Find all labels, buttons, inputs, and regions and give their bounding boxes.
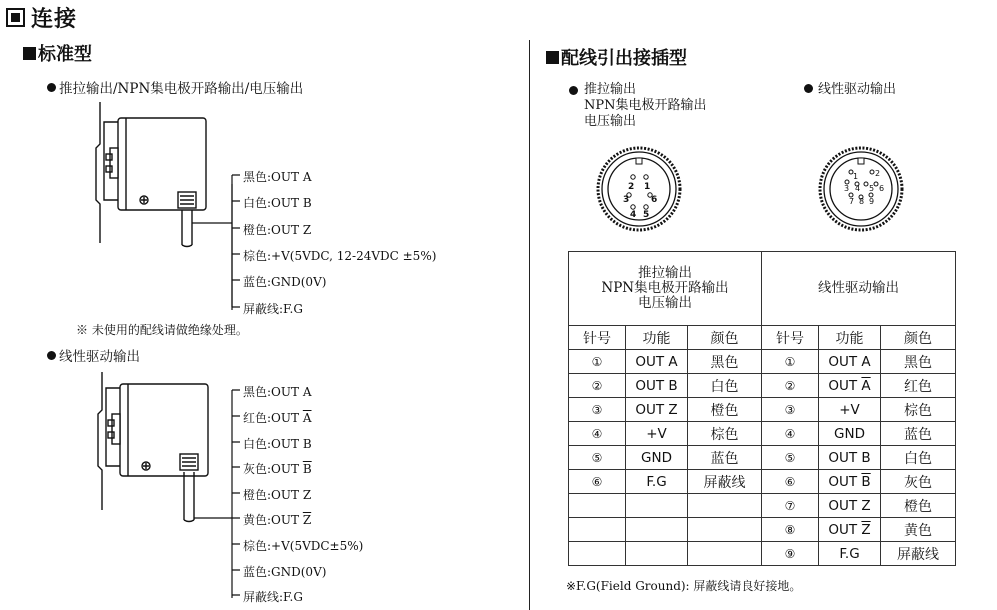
color-cell: 白色 <box>688 374 762 398</box>
bullet-dot-icon <box>47 351 56 360</box>
function-cell: GND <box>626 446 688 470</box>
table-group-header-row <box>569 252 956 326</box>
function-prefix: OUT <box>828 521 862 538</box>
fg-footnote: ※F.G(Field Ground): 屏蔽线请良好接地。 <box>566 579 802 593</box>
pin-number-cell: ⑦ <box>762 494 819 518</box>
header-pushpull-line: 电压输出 <box>638 295 692 311</box>
function-cell <box>626 494 688 518</box>
function-signal-inverted: $\overline{Z}$ <box>861 521 871 538</box>
table-column-header-row <box>569 326 956 350</box>
color-cell <box>688 542 762 566</box>
table-row <box>569 350 956 374</box>
color-cell: 蓝色 <box>688 446 762 470</box>
column-header: 功能 <box>819 326 881 350</box>
function-cell: F.G <box>819 542 881 566</box>
wire-label-2 <box>243 383 312 400</box>
function-cell: +V <box>819 398 881 422</box>
header-pushpull-line: 推拉输出 <box>638 265 692 281</box>
pin-number-cell: ⑥ <box>762 470 819 494</box>
table-row <box>569 470 956 494</box>
diagram2-bullet <box>47 345 140 365</box>
wire-label-1: 屏蔽线:F.G <box>243 302 303 316</box>
section-title-connector-text: 配线引出接插型 <box>561 48 687 69</box>
wire-label-2 <box>243 588 303 605</box>
color-cell <box>688 518 762 542</box>
function-cell <box>626 542 688 566</box>
wire-label-2-prefix: 屏蔽线:F.G <box>243 590 303 604</box>
function-cell: OUT A <box>626 350 688 374</box>
encoder-drawing-1 <box>90 100 240 315</box>
pin-number-cell: ① <box>762 350 819 374</box>
svg-text:4: 4 <box>855 184 861 193</box>
wire-label-1: 黑色:OUT A <box>243 170 312 184</box>
pin-number-cell: ③ <box>762 398 819 422</box>
function-cell: OUT A <box>819 350 881 374</box>
connector1-label-line: 推拉输出 <box>584 82 637 97</box>
page-title <box>6 2 77 33</box>
column-header: 颜色 <box>688 326 762 350</box>
pin-table-body <box>569 252 956 566</box>
wire-label-1: 棕色:+V(5VDC, 12-24VDC ±5%) <box>243 249 437 263</box>
svg-text:7: 7 <box>849 197 855 206</box>
wire-label-1: 白色:OUT B <box>243 196 312 210</box>
wire-label-2-prefix: 棕色:+V(5VDC±5%) <box>243 539 364 553</box>
wire-label-2 <box>243 511 311 528</box>
svg-text:3: 3 <box>623 195 630 205</box>
connector1-label-line: 电压输出 <box>584 114 637 129</box>
table-row <box>569 374 956 398</box>
square-bullet-icon <box>546 51 559 64</box>
diagram1-bullet <box>47 77 303 97</box>
pin-number-cell: ⑨ <box>762 542 819 566</box>
connector1-label-lines <box>584 82 707 130</box>
color-cell: 红色 <box>881 374 956 398</box>
connector1-label-line: NPN集电极开路输出 <box>584 98 707 113</box>
wire-ticks-1 <box>230 170 242 315</box>
pin-number-cell: ⑥ <box>569 470 626 494</box>
table-row <box>569 398 956 422</box>
svg-text:1: 1 <box>853 172 859 181</box>
wire-label-1: 橙色:OUT Z <box>243 223 312 237</box>
color-cell: 灰色 <box>881 470 956 494</box>
diagram2-bullet-text: 线性驱动输出 <box>59 349 140 365</box>
wire-label-2 <box>243 460 312 477</box>
pin-number-cell: ② <box>569 374 626 398</box>
wire-label-2-signal: B <box>302 437 312 451</box>
svg-text:4: 4 <box>630 210 637 220</box>
wire-label-2-signal: $\overline{A}$ <box>302 411 312 425</box>
connector2-label <box>804 82 896 98</box>
color-cell: 屏蔽线 <box>881 542 956 566</box>
function-cell: F.G <box>626 470 688 494</box>
wire-label-2-signal: A <box>302 385 312 399</box>
wire-label-2-prefix: 黄色:OUT <box>243 513 303 527</box>
function-cell: GND <box>819 422 881 446</box>
connector2-label-text: 线性驱动输出 <box>818 82 897 97</box>
header-pushpull <box>569 252 762 326</box>
page-title-text: 连接 <box>31 7 78 32</box>
wire-label-2-prefix: 白色:OUT <box>243 437 303 451</box>
section-title-standard <box>23 40 92 66</box>
pin-number-cell <box>569 542 626 566</box>
pin-number-cell: ⑤ <box>762 446 819 470</box>
wire-label-1: 蓝色:GND(0V) <box>243 275 327 289</box>
table-row <box>569 494 956 518</box>
color-cell: 橙色 <box>688 398 762 422</box>
function-cell <box>819 470 881 494</box>
wire-label-2 <box>243 409 312 426</box>
function-prefix: OUT <box>828 377 862 394</box>
svg-text:8: 8 <box>859 197 865 206</box>
function-cell: OUT Z <box>819 494 881 518</box>
color-cell: 蓝色 <box>881 422 956 446</box>
svg-text:6: 6 <box>879 184 885 193</box>
function-cell <box>626 518 688 542</box>
checkbox-square-icon <box>6 8 25 27</box>
function-cell: OUT B <box>626 374 688 398</box>
connector-9pin-icon <box>818 146 904 232</box>
pin-number-cell: ② <box>762 374 819 398</box>
table-row <box>569 422 956 446</box>
wire-label-2-signal: $\overline{Z}$ <box>302 513 312 527</box>
header-linedriver: 线性驱动输出 <box>762 252 956 326</box>
color-cell: 橙色 <box>881 494 956 518</box>
wire-label-2-prefix: 灰色:OUT <box>243 462 303 476</box>
svg-text:2: 2 <box>628 182 635 192</box>
section-title-connector <box>546 44 687 70</box>
wire-label-2-signal: Z <box>302 488 312 502</box>
svg-text:1: 1 <box>644 182 651 192</box>
wire-label-2-prefix: 红色:OUT <box>243 411 303 425</box>
wire-ticks-2 <box>230 385 242 605</box>
color-cell: 屏蔽线 <box>688 470 762 494</box>
pin-number-cell: ④ <box>762 422 819 446</box>
wire-label-2-prefix: 橙色:OUT <box>243 488 303 502</box>
section-title-standard-text: 标准型 <box>38 44 92 65</box>
pin-number-cell: ⑤ <box>569 446 626 470</box>
table-row <box>569 518 956 542</box>
diagram1-bullet-text: 推拉输出/NPN集电极开路输出/电压输出 <box>59 81 304 97</box>
svg-text:5: 5 <box>643 210 650 220</box>
function-cell: OUT Z <box>626 398 688 422</box>
pin-number-cell <box>569 494 626 518</box>
function-signal-inverted: $\overline{A}$ <box>861 377 871 394</box>
wire-label-2 <box>243 486 311 503</box>
unused-wire-note: ※ 未使用的配线请做绝缘处理。 <box>76 323 248 337</box>
column-header: 颜色 <box>881 326 956 350</box>
svg-text:9: 9 <box>869 197 875 206</box>
function-prefix: OUT <box>828 473 862 490</box>
pin-number-cell <box>569 518 626 542</box>
function-signal-inverted: $\overline{B}$ <box>861 473 871 490</box>
column-header: 针号 <box>762 326 819 350</box>
column-header: 功能 <box>626 326 688 350</box>
wire-label-2-prefix: 黑色:OUT <box>243 385 303 399</box>
table-row <box>569 446 956 470</box>
color-cell: 黄色 <box>881 518 956 542</box>
wire-label-2 <box>243 537 363 554</box>
encoder-drawing-2 <box>92 370 242 605</box>
column-divider <box>529 40 530 610</box>
wire-label-2 <box>243 563 326 580</box>
wire-label-2 <box>243 435 312 452</box>
svg-text:5: 5 <box>869 184 875 193</box>
function-cell <box>819 374 881 398</box>
color-cell: 白色 <box>881 446 956 470</box>
square-bullet-icon <box>23 47 36 60</box>
pin-table <box>568 251 956 566</box>
pin-number-cell: ① <box>569 350 626 374</box>
function-cell: +V <box>626 422 688 446</box>
wire-label-2-prefix: 蓝色:GND(0V) <box>243 565 327 579</box>
bullet-dot-icon <box>804 84 813 93</box>
function-cell <box>819 518 881 542</box>
pin-number-cell: ③ <box>569 398 626 422</box>
table-row <box>569 542 956 566</box>
header-pushpull-line: NPN集电极开路输出 <box>601 280 729 296</box>
connector1-label <box>569 82 707 130</box>
connector-6pin-icon <box>596 146 682 232</box>
svg-text:6: 6 <box>651 195 658 205</box>
color-cell: 棕色 <box>688 422 762 446</box>
wire-label-2-signal: $\overline{B}$ <box>302 462 312 476</box>
function-cell: OUT B <box>819 446 881 470</box>
svg-text:2: 2 <box>875 169 881 178</box>
color-cell: 黑色 <box>688 350 762 374</box>
color-cell: 棕色 <box>881 398 956 422</box>
svg-text:3: 3 <box>844 184 850 193</box>
pin-number-cell: ⑧ <box>762 518 819 542</box>
bullet-dot-icon <box>569 86 578 95</box>
color-cell: 黑色 <box>881 350 956 374</box>
pin-number-cell: ④ <box>569 422 626 446</box>
bullet-dot-icon <box>47 83 56 92</box>
color-cell <box>688 494 762 518</box>
column-header: 针号 <box>569 326 626 350</box>
